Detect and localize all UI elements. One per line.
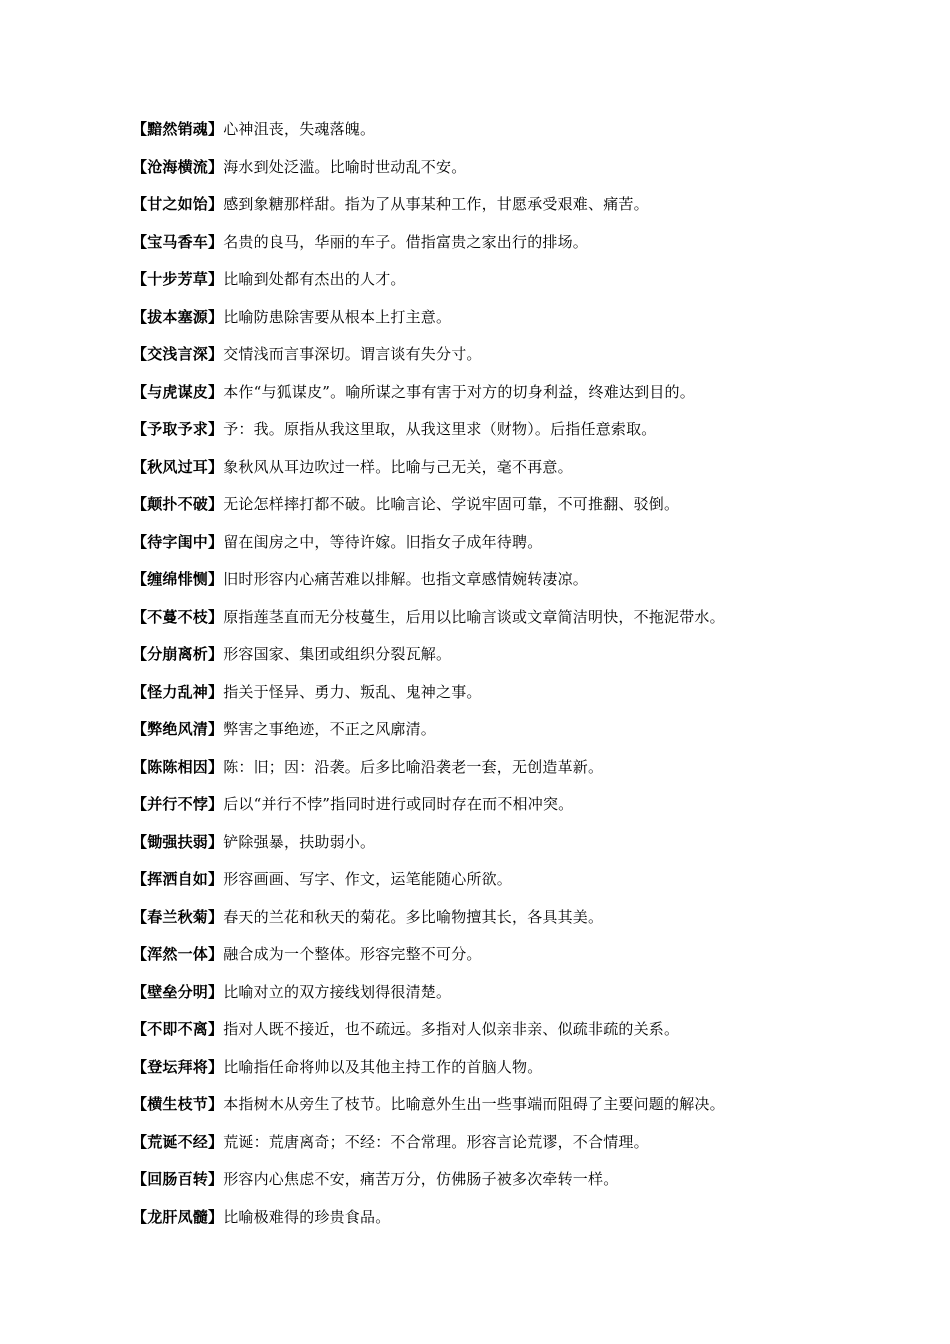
idiom-definition: 形容内心焦虑不安，痛苦万分，仿佛肠子被多次牵转一样。 <box>223 1170 619 1188</box>
idiom-entry <box>132 229 912 267</box>
idiom-entry <box>132 791 912 829</box>
idiom-definition: 形容国家、集团或组织分裂瓦解。 <box>223 645 452 663</box>
idiom-entry <box>132 1016 912 1054</box>
idiom-definition: 名贵的良马，华丽的车子。借指富贵之家出行的排场。 <box>223 232 589 251</box>
idiom-term: 【浑然一体】 <box>132 945 224 963</box>
idiom-entry <box>132 641 912 679</box>
idiom-term: 【缠绵悱恻】 <box>132 570 224 588</box>
idiom-entry <box>132 379 912 417</box>
idiom-definition: 旧时形容内心痛苦难以排解。也指文章感情婉转凄凉。 <box>223 570 589 588</box>
idiom-entry <box>132 304 912 342</box>
idiom-definition: 感到象糖那样甜。指为了从事某种工作，甘愿承受艰难、痛苦。 <box>223 195 649 213</box>
idiom-entry <box>132 491 912 529</box>
idiom-term: 【分崩离析】 <box>132 645 224 663</box>
idiom-entry <box>132 866 912 904</box>
idiom-term: 【春兰秋菊】 <box>132 907 224 926</box>
idiom-term: 【陈陈相因】 <box>132 757 224 776</box>
idiom-term: 【横生枝节】 <box>132 1095 224 1113</box>
idiom-term: 【甘之如饴】 <box>132 195 224 213</box>
idiom-definition: 指关于怪异、勇力、叛乱、鬼神之事。 <box>223 682 482 701</box>
idiom-definition: 本作“与狐谋皮”。喻所谋之事有害于对方的切身利益，终难达到目的。 <box>223 382 695 401</box>
idiom-definition: 象秋风从耳边吹过一样。比喻与己无关，毫不再意。 <box>223 457 573 476</box>
idiom-definition: 弊害之事绝迹，不正之风廓清。 <box>223 720 437 738</box>
idiom-term: 【待字闺中】 <box>132 532 224 551</box>
idiom-definition: 比喻对立的双方接线划得很清楚。 <box>223 982 452 1001</box>
idiom-definition: 原指莲茎直而无分枝蔓生，后用以比喻言谈或文章简洁明快，不拖泥带水。 <box>223 607 725 626</box>
idiom-definition: 比喻指任命将帅以及其他主持工作的首脑人物。 <box>223 1057 543 1076</box>
idiom-term: 【沧海横流】 <box>132 157 224 176</box>
idiom-entry <box>132 154 912 192</box>
idiom-term: 【宝马香车】 <box>132 232 224 251</box>
idiom-term: 【与虎谋皮】 <box>132 382 224 401</box>
idiom-definition: 留在闺房之中，等待许嫁。旧指女子成年待聘。 <box>223 532 543 551</box>
idiom-entry <box>132 1054 912 1092</box>
idiom-list <box>132 116 912 1241</box>
idiom-term: 【予取予求】 <box>132 420 224 438</box>
idiom-entry <box>132 416 912 454</box>
idiom-definition: 比喻极难得的珍贵食品。 <box>223 1207 391 1226</box>
idiom-entry <box>132 979 912 1017</box>
idiom-definition: 指对人既不接近，也不疏远。多指对人似亲非亲、似疏非疏的关系。 <box>223 1020 680 1038</box>
idiom-term: 【回肠百转】 <box>132 1170 224 1188</box>
idiom-entry <box>132 1129 912 1167</box>
idiom-definition: 海水到处泛滥。比喻时世动乱不安。 <box>223 157 467 176</box>
idiom-definition: 心神沮丧，失魂落魄。 <box>223 120 376 138</box>
idiom-term: 【挥洒自如】 <box>132 870 224 888</box>
idiom-term: 【弊绝风清】 <box>132 720 224 738</box>
idiom-term: 【龙肝凤髓】 <box>132 1207 224 1226</box>
idiom-entry <box>132 829 912 867</box>
idiom-definition: 荒诞：荒唐离奇；不经：不合常理。形容言论荒谬，不合情理。 <box>223 1132 649 1151</box>
idiom-definition: 比喻防患除害要从根本上打主意。 <box>223 307 452 326</box>
idiom-definition: 本指树木从旁生了枝节。比喻意外生出一些事端而阻碍了主要问题的解决。 <box>223 1095 725 1113</box>
idiom-entry <box>132 941 912 979</box>
idiom-entry <box>132 1091 912 1129</box>
idiom-entry <box>132 191 912 229</box>
idiom-term: 【锄强扶弱】 <box>132 832 224 851</box>
idiom-term: 【秋风过耳】 <box>132 457 224 476</box>
idiom-term: 【并行不悖】 <box>132 795 224 813</box>
idiom-entry <box>132 566 912 604</box>
idiom-term: 【荒诞不经】 <box>132 1132 224 1151</box>
idiom-term: 【黯然销魂】 <box>132 120 224 138</box>
idiom-term: 【交浅言深】 <box>132 345 224 363</box>
idiom-entry <box>132 454 912 492</box>
idiom-entry <box>132 341 912 379</box>
idiom-term: 【不即不离】 <box>132 1020 224 1038</box>
idiom-term: 【不蔓不枝】 <box>132 607 224 626</box>
idiom-entry <box>132 604 912 642</box>
idiom-entry <box>132 904 912 942</box>
idiom-entry <box>132 529 912 567</box>
idiom-entry <box>132 1166 912 1204</box>
idiom-term: 【拔本塞源】 <box>132 307 224 326</box>
idiom-definition: 予：我。原指从我这里取，从我这里求（财物）。后指任意索取。 <box>223 420 657 438</box>
idiom-definition: 春天的兰花和秋天的菊花。多比喻物擅其长，各具其美。 <box>223 907 604 926</box>
idiom-definition: 铲除强暴，扶助弱小。 <box>223 832 376 851</box>
idiom-definition: 陈：旧；因：沿袭。后多比喻沿袭老一套，无创造革新。 <box>223 757 604 776</box>
idiom-term: 【壁垒分明】 <box>132 982 224 1001</box>
idiom-entry <box>132 679 912 717</box>
idiom-entry <box>132 116 912 154</box>
idiom-definition: 无论怎样摔打都不破。比喻言论、学说牢固可靠，不可推翻、驳倒。 <box>223 495 680 513</box>
idiom-entry <box>132 716 912 754</box>
idiom-term: 【颠扑不破】 <box>132 495 224 513</box>
idiom-term: 【怪力乱神】 <box>132 682 224 701</box>
idiom-definition: 后以“并行不悖”指同时进行或同时存在而不相冲突。 <box>223 795 574 813</box>
idiom-definition: 比喻到处都有杰出的人才。 <box>223 270 406 288</box>
idiom-entry <box>132 754 912 792</box>
idiom-entry <box>132 266 912 304</box>
idiom-term: 【登坛拜将】 <box>132 1057 224 1076</box>
idiom-definition: 交情浅而言事深切。谓言谈有失分寸。 <box>223 345 482 363</box>
idiom-entry <box>132 1204 912 1242</box>
idiom-definition: 形容画画、写字、作文，运笔能随心所欲。 <box>223 870 513 888</box>
idiom-definition: 融合成为一个整体。形容完整不可分。 <box>223 945 482 963</box>
idiom-term: 【十步芳草】 <box>132 270 224 288</box>
